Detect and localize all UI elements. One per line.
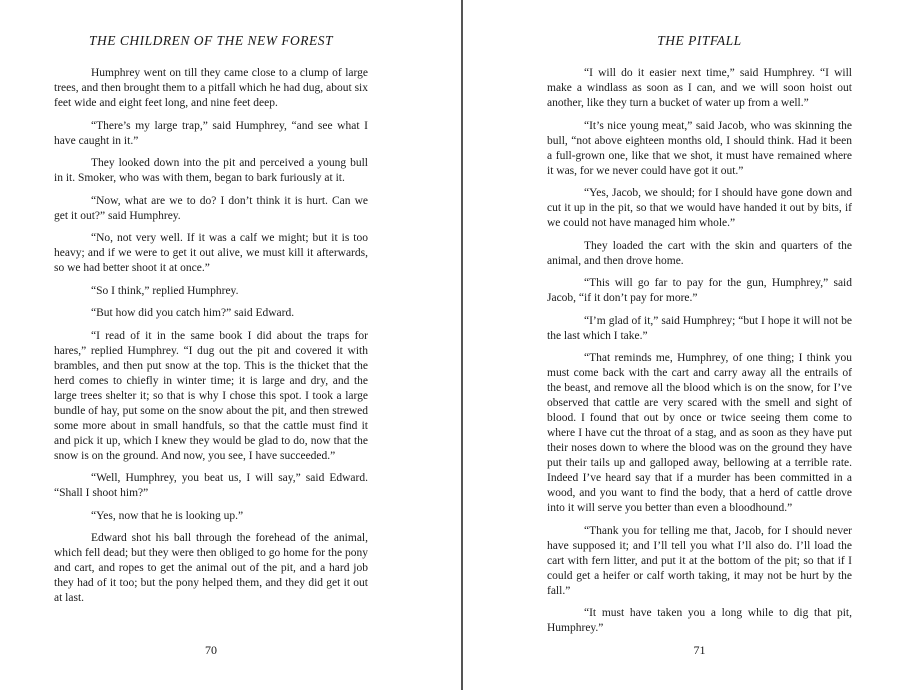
paragraph: “I will do it easier next time,” said Humphrey. “I will make a windlass as soon as I can, and we will soon hoist out another, like they turn a bucket of water up from a well.” <box>547 67 852 109</box>
right-page-body <box>547 66 852 644</box>
paragraph: “This will go far to pay for the gun, Humphrey,” said Jacob, “if it don’t pay for more.” <box>547 277 852 304</box>
paragraph: “Thank you for telling me that, Jacob, for I should never have supposed it; and I’ll tell you what I’ll also do. I’ll load the cart with fern litter, and put it at the bottom of the pit; so that if I could get a heifer or calf worth taking, it may not be hurt by the fall.” <box>547 524 852 597</box>
right-page-number: 71 <box>693 643 706 657</box>
right-running-head: THE PITFALL <box>657 33 742 48</box>
paragraph: They looked down into the pit and perceived a young bull in it. Smoker, who was with them, began to bark furiously at it. <box>54 157 368 184</box>
paragraph: “It’s nice young meat,” said Jacob, who was skinning the bull, “not above eighteen months old, I should think. Had it been a full-grown one, like that we shot, it must have remained where it was, for we never could have got it out.” <box>547 119 852 177</box>
paragraph: “I’m glad of it,” said Humphrey; “but I hope it will not be the last which I take.” <box>547 314 852 342</box>
paragraph: “But how did you catch him?” said Edward. <box>91 307 295 319</box>
paragraph: “No, not very well. If it was a calf we might; but it is too heavy; and if we were to get it out alive, we must kill it afterwards, so we had better shoot it at once.” <box>54 232 368 274</box>
paragraph: “It must have taken you a long while to dig that pit, Humphrey.” <box>547 607 852 634</box>
paragraph: “Well, Humphrey, you beat us, I will say,” said Edward. “Shall I shoot him?” <box>54 472 368 499</box>
paragraph: Edward shot his ball through the forehead of the animal, which fell dead; but they were then obliged to go home for the pony and cart, and ropes to get the animal out of the pit, and a hard job they had of it too; but the pony helped them, and they did get it out at last. <box>54 532 368 604</box>
paragraph: “Yes, Jacob, we should; for I should have gone down and cut it up in the pit, so that we would have handed it out by bits, if we could not have managed him whole.” <box>547 187 852 229</box>
right-page <box>463 0 922 690</box>
left-running-head: THE CHILDREN OF THE NEW FOREST <box>88 33 334 48</box>
paragraph: “That reminds me, Humphrey, of one thing; I think you must come back with the cart and carry away all the entrails of the beast, and remove all the blood which is on the snow, for I’ve observed that cattle are very scared with the smell and sight of blood. I found that out by once or twice seeing them come to where I have cut the throat of a stag, and as soon as they have put their noses down to where the blood was on the ground they have put their tails up and galloped away, bellowing at a terrible rate. Indeed I’ve heard say that if a murder has been committed in a wood, and you want to find the body, that a herd of cattle drove into it will serve you better than even a bloodhound.” <box>547 352 852 514</box>
paragraph: “So I think,” replied Humphrey. <box>91 284 239 297</box>
paragraph: They loaded the cart with the skin and quarters of the animal, and then drove home. <box>547 239 852 267</box>
paragraph: “Yes, now that he is looking up.” <box>91 509 244 522</box>
paragraph: “I read of it in the same book I did about the traps for hares,” replied Humphrey. “I dug out the pit and covered it with brambles, and then put snow at the top. This is the thicket that the herd comes to chiefly in winter time; it is large and dry, and the large trees shelter it; so that is why I chose this spot. I took a large bundle of hay, put some on the snow about the pit, and then strewed some more about in small handfuls, so that the cattle must find it and pick it up, which I knew they would be glad to do, now that the snow is on the ground. And now, you see, I have succeeded.” <box>54 329 368 462</box>
paragraph: “Now, what are we to do? I don’t think it is hurt. Can we get it out?” said Humphrey. <box>54 194 368 222</box>
paragraph: “There’s my large trap,” said Humphrey, “and see what I have caught in it.” <box>54 119 368 147</box>
left-page-body <box>54 66 368 614</box>
paragraph: Humphrey went on till they came close to a clump of large trees, and then brought them to a pitfall which he had dug, about six feet wide and eight feet long, and nine feet deep. <box>54 67 368 109</box>
left-page-number: 70 <box>205 643 217 657</box>
